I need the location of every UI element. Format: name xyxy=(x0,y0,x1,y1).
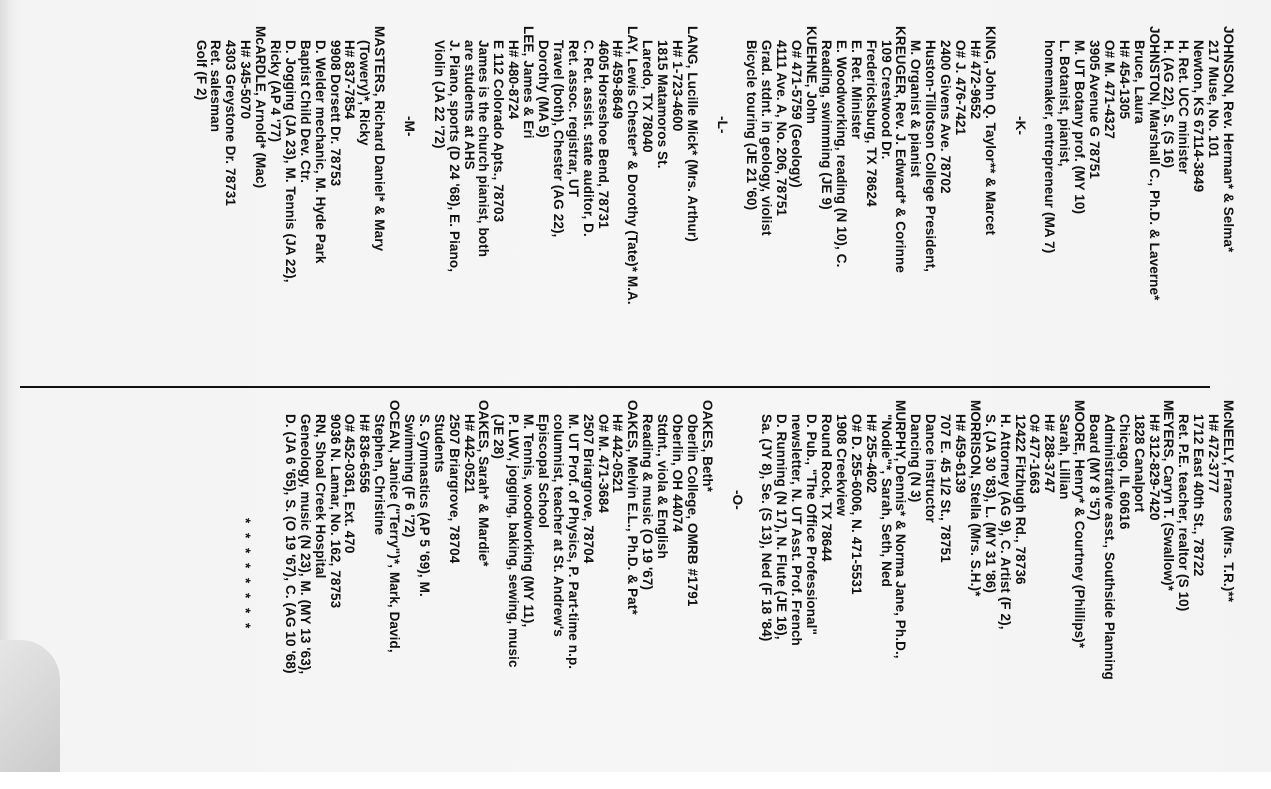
directory-line: D. Pub., "The Office Professional" xyxy=(804,414,820,635)
directory-line: columnist, teacher at St. Andrew's xyxy=(550,414,566,637)
directory-line: E 112 Colorado Apts., 78703 xyxy=(491,40,507,223)
directory-line: 2507 Briargrove, 78704 xyxy=(446,414,462,564)
blank-line xyxy=(729,26,744,305)
directory-line: Fredericksburg, TX 78624 xyxy=(863,40,879,207)
directory-column-bottom xyxy=(237,400,1235,680)
section-letter-heading: -L- xyxy=(714,116,730,134)
directory-line: H# 459-6139 xyxy=(952,414,968,494)
directory-line: M. Tennis, woodworking (MY 11), xyxy=(521,414,537,628)
directory-line: H. Attorney (AG 9), C. Artist (F 2), xyxy=(997,414,1013,630)
directory-line: H# 472-3777 xyxy=(1206,414,1222,494)
directory-entry-name: OAKES, Sarah* & Mardie* xyxy=(476,400,492,567)
directory-line: Stdnt., viola & English xyxy=(655,414,671,559)
directory-line: Swimming (F 6 '72) xyxy=(402,414,418,538)
directory-entry-name: KUEHNE, John xyxy=(804,26,820,124)
directory-line: 1908 Creekview xyxy=(833,414,849,516)
directory-entry-name: KREUGER, Rev. J. Edward* & Corinne xyxy=(893,26,909,273)
directory-line: M. UT Botany prof. (MY 10) xyxy=(1072,40,1088,215)
directory-line: D. Jogging (JA 23), M. Tennis (JA 22), xyxy=(282,40,298,283)
directory-line: H# 837-7854 xyxy=(342,40,358,120)
directory-entry-name: McNEELY, Frances (Mrs. T.R.)** xyxy=(1221,400,1236,603)
directory-entry-name: LEE, James & Eri xyxy=(521,26,537,139)
directory-line: H# 345-5070 xyxy=(238,40,254,120)
directory-entry-name: McARDLE, Arnold* (Mac) xyxy=(253,26,269,189)
directory-line: C. Ret. assist. state auditor, D. xyxy=(580,40,596,237)
directory-line: O# J. 476-7421 xyxy=(952,40,968,136)
blank-line xyxy=(252,400,267,680)
directory-line: Board (MY 8 '57) xyxy=(1086,414,1102,521)
directory-line: Baptist Child Dev. Ctr. xyxy=(297,40,313,184)
directory-line: Reading & music (O 19 '67) xyxy=(640,414,656,591)
directory-entry-name: LAY, Lewis Chester* & Dorothy (Tate)* M.A. xyxy=(625,26,641,305)
directory-line: Reading, swimming (JE 9) xyxy=(818,40,834,210)
directory-line: D. Welder mechanic, M. Hyde Park xyxy=(312,40,328,264)
end-asterisks: * * * * * * * * xyxy=(238,518,254,632)
directory-entry-name: JOHNSON, Rev. Herman* & Selma* xyxy=(1221,26,1236,253)
paper-bottom-edge xyxy=(0,772,1271,789)
blank-line xyxy=(997,26,1012,305)
directory-line: Administrative asst., Southside Planning xyxy=(1101,414,1117,680)
directory-line: L. Botanist, pianist, xyxy=(1057,40,1073,167)
directory-line: Oberlin, OH 44074 xyxy=(670,414,686,532)
directory-line: Bicycle touring (JE 21 '60) xyxy=(744,40,760,211)
directory-line: Dance instructor xyxy=(923,414,939,523)
directory-line: "Nodie"*, Sarah, Seth, Ned xyxy=(878,414,894,587)
directory-line: Laredo, TX 78040 xyxy=(640,40,656,153)
directory-line: H# 472-9652 xyxy=(967,40,983,120)
directory-line: Dancing (N 3) xyxy=(908,414,924,503)
directory-line: Violin (JA 22 '72) xyxy=(431,40,447,149)
blank-line xyxy=(416,26,431,305)
directory-line: Geneology, music (N 23), M. (MY 13 '63), xyxy=(297,414,313,675)
directory-line: homemaker, entrepreneur (MA 7) xyxy=(1042,40,1058,254)
directory-line: Ret. salesman xyxy=(208,40,224,133)
directory-line: Ricky (AP 4 '77) xyxy=(268,40,283,143)
directory-line: Golf (F 2) xyxy=(193,40,209,101)
directory-line: newsletter, N. UT Asst. Prof. French xyxy=(789,414,805,646)
directory-line: H# 442-0521 xyxy=(610,414,626,494)
directory-line: D. (JA 6 '65), S. (O 19 '67), C. (AG 10 '68) xyxy=(282,414,298,674)
directory-line: Bruce, Laura xyxy=(1131,40,1147,124)
directory-line: E. Woodworking, reading (N 10), C. xyxy=(833,40,849,268)
directory-line: are students at AHS xyxy=(461,40,477,170)
directory-line: H. (AG 22), S. (S 16) xyxy=(1161,40,1177,169)
directory-line: Ret. assoc. registrar, UT xyxy=(565,40,581,198)
directory-line: James is the church pianist, both xyxy=(476,40,492,258)
directory-line: Sa. (JY 8), Se. (S 13), Ned (F 18 '84) xyxy=(759,414,775,642)
directory-line: D. Running (N 17), N. Flute (JE 16), xyxy=(774,414,790,640)
directory-line: Grad. stdnt. in geology, violist xyxy=(759,40,775,236)
directory-column-top xyxy=(193,26,1235,305)
directory-line: Dorothy (MA 5) xyxy=(536,40,552,138)
directory-line: J. Piano, sports (D 24 '68), E. Piano, xyxy=(446,40,462,273)
directory-line: 4605 Horseshoe Bend, 78731 xyxy=(595,40,611,229)
directory-entry-name: MASTERS, Richard Daniel* & Mary xyxy=(372,26,388,252)
directory-line: O# 452-0361, Ext. 470 xyxy=(342,414,358,554)
directory-line: Ret. P.E. teacher, realtor (S 10) xyxy=(1176,414,1192,612)
directory-line: 3905 Avenue G 78751 xyxy=(1086,40,1102,179)
directory-line: (Towery)*, Ricky xyxy=(357,40,373,146)
blank-line xyxy=(699,26,714,305)
directory-line: Oberlin College, OMRB #1791 xyxy=(684,414,700,607)
directory-line: 2507 Briargrove, 78704 xyxy=(580,414,596,564)
directory-line: E. Ret. Minister xyxy=(848,40,864,140)
directory-line: H# 442-0521 xyxy=(461,414,477,494)
directory-line: H# 836-6556 xyxy=(357,414,373,494)
section-letter-heading: -K- xyxy=(1012,116,1028,136)
directory-entry-name: JOHNSTON, Marshall C., Ph.D. & Laverne* xyxy=(1146,26,1162,301)
paper-folded-corner xyxy=(0,640,60,789)
directory-line: O# M. 471-4327 xyxy=(1101,40,1117,139)
directory-entry-name: OAKES, Melvin E.L., Ph.D. & Pat* xyxy=(625,400,641,615)
directory-entry-name: MOORE, Henry* & Courtney (Phillips)* xyxy=(1072,400,1088,649)
directory-entry-name: LANG, Lucille Mick* (Mrs. Arthur) xyxy=(684,26,700,242)
directory-entry-name: MORRISON, Stella (Mrs. S.H.)* xyxy=(967,400,983,597)
directory-line: 9908 Dorsett Dr. 78753 xyxy=(327,40,343,187)
directory-line: 1712 East 40th St., 78722 xyxy=(1191,414,1207,577)
directory-line: 217 Muse, No. 101 xyxy=(1206,40,1222,159)
directory-line: O# D. 255-6006, N. 471-5531 xyxy=(848,414,864,595)
directory-line: 707 E. 45 1/2 St., 78751 xyxy=(938,414,954,563)
section-letter-heading: -O- xyxy=(729,490,745,510)
column-divider xyxy=(20,386,1210,388)
directory-entry-name: OAKES, Beth* xyxy=(699,400,715,492)
directory-line: Newton, KS 67114-3849 xyxy=(1191,40,1207,193)
directory-line: 1828 Canalport xyxy=(1131,414,1147,513)
directory-line: 9036 N. Lamar, No. 162, 78753 xyxy=(327,414,343,609)
directory-line: H# 255-4602 xyxy=(863,414,879,494)
directory-line: Chicago, IL 60616 xyxy=(1116,414,1132,530)
blank-line xyxy=(267,400,282,680)
directory-line: P. LWV, jogging, baking, sewing, music xyxy=(506,414,522,668)
directory-line: Episcopal School xyxy=(536,414,552,529)
directory-line: Huston-Tillotson College President, xyxy=(923,40,939,273)
directory-line: H# 288-3747 xyxy=(1042,414,1058,494)
directory-line: 2400 Givens Ave. 78702 xyxy=(938,40,954,194)
directory-line: 1815 Matamoros St. xyxy=(655,40,671,169)
directory-line: H. Ret. UCC minister xyxy=(1176,40,1192,175)
directory-line: H# 454-1305 xyxy=(1116,40,1132,120)
directory-entry-name: MEYERS, Caryn T. (Swallow)* xyxy=(1161,400,1177,591)
directory-line: H# 1-723-4600 xyxy=(670,40,686,132)
directory-line: S. Gymnastics (AP 5 '69), M. xyxy=(416,414,432,597)
directory-line: 12422 Fitzhugh Rd., 78736 xyxy=(1012,414,1028,585)
directory-entry-name: KING, John Q. Taylor** & Marcet xyxy=(982,26,998,236)
directory-line: S. (JA 30 '83), L. (MY 31 '86) xyxy=(982,414,998,593)
directory-entry-name: OCEAN, Janice ("Terry")*, Mark, David, xyxy=(387,400,403,653)
directory-line: Students xyxy=(431,414,447,473)
directory-line: RN, Shoal Creek Hospital xyxy=(312,414,328,579)
directory-line: H# 459-8649 xyxy=(610,40,626,120)
directory-line: M. Organist & pianist xyxy=(908,40,924,178)
directory-line: 4303 Greystone Dr. 78731 xyxy=(223,40,239,207)
directory-line: O# M. 471-3684 xyxy=(595,414,611,513)
blank-line xyxy=(714,400,729,680)
blank-line xyxy=(1027,26,1042,305)
directory-line: O# 471-5759 (Geology) xyxy=(789,40,805,188)
directory-line: Stephen, Christine xyxy=(372,414,388,536)
directory-line: M. UT Prof. of Physics, P. Part-time n.p. xyxy=(565,414,581,670)
directory-line: (JE 28) xyxy=(491,414,507,459)
directory-line: Travel (both), Chester (AG 22), xyxy=(550,40,566,238)
directory-entry-name: MURPHY, Dennis* & Norma Jane, Ph.D., xyxy=(893,400,909,659)
directory-line: 4111 Ave. A, No. 206, 78751 xyxy=(774,40,790,217)
directory-line: Sarah, Lillian xyxy=(1057,414,1073,500)
directory-line: O# 477-1663 xyxy=(1027,414,1043,494)
directory-line: H# 312-829-7420 xyxy=(1146,414,1162,521)
directory-line: Round Rock, TX 78644 xyxy=(818,414,834,562)
blank-line xyxy=(744,400,759,680)
directory-line: 109 Crestwood Dr. xyxy=(878,40,894,160)
directory-line: H# 480-8724 xyxy=(506,40,522,120)
blank-line xyxy=(386,26,401,305)
section-letter-heading: -M- xyxy=(402,116,418,137)
